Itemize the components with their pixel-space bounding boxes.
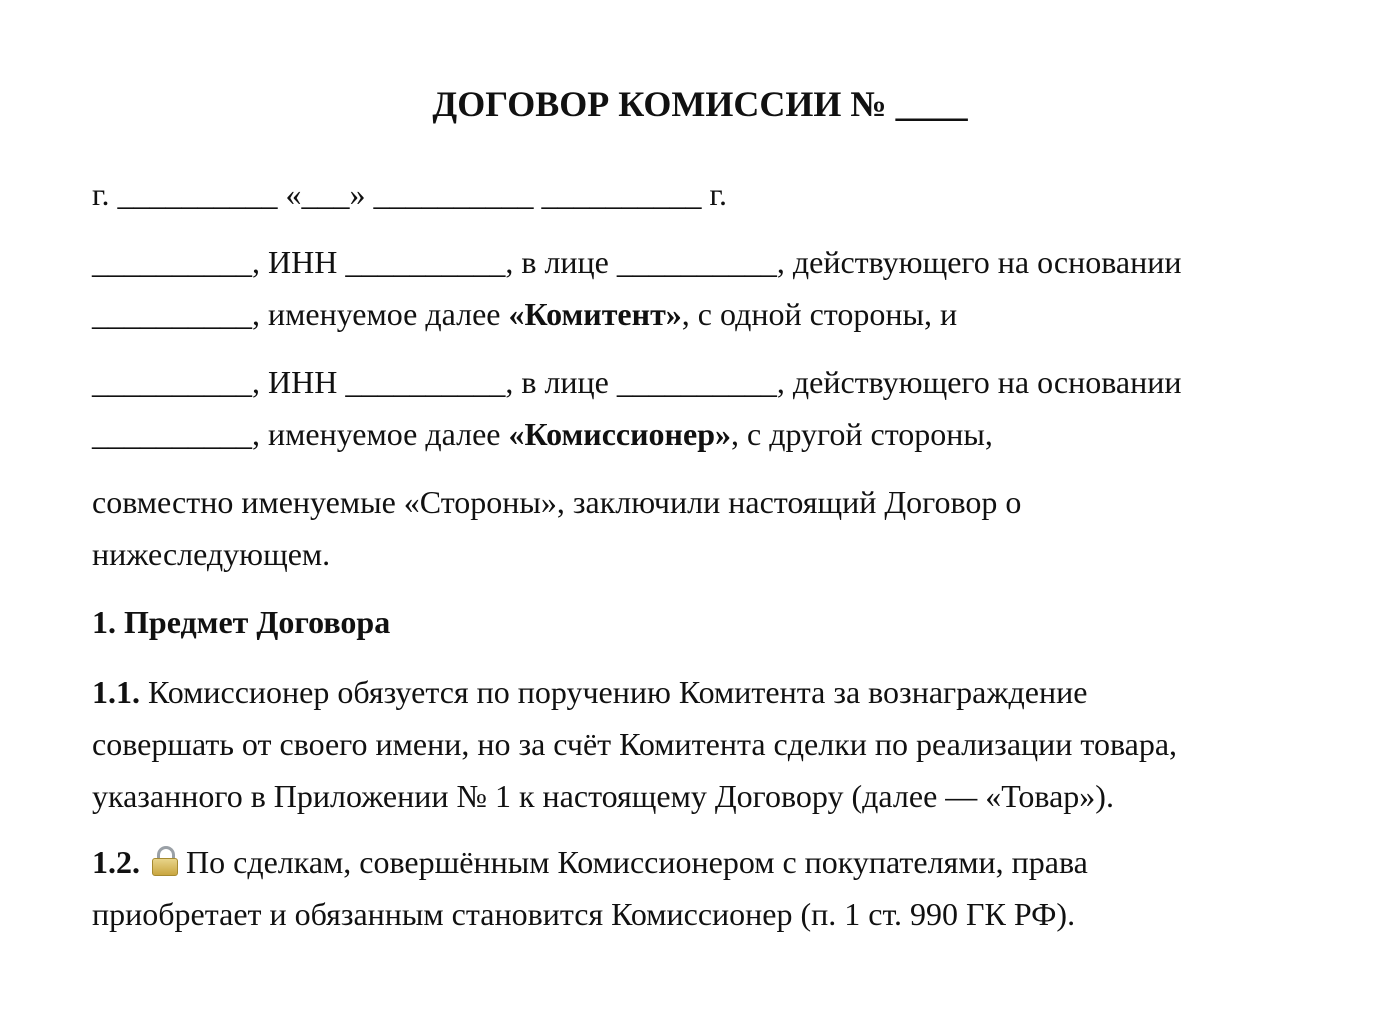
party-agent-post: , с другой стороны,	[730, 416, 993, 452]
party-agent-line1: __________, ИНН __________, в лице __________, действующего на основании	[92, 364, 1182, 400]
clause-1-1-line3: указанного в Приложении № 1 к настоящему Договору (далее — «Товар»).	[92, 778, 1114, 814]
agent-term: «Комиссионер»	[508, 416, 731, 452]
party-agent-line2	[92, 408, 1312, 460]
place-date-text: г. __________ «___» __________ __________ г.	[92, 176, 728, 212]
clause-1-1-text1: Комиссионер обязуется по поручению Комитента за вознаграждение	[140, 674, 1088, 710]
clause-1-1-number: 1.1.	[92, 674, 140, 710]
party-agent-pre: __________, именуемое далее	[92, 416, 509, 452]
section-heading	[92, 596, 1312, 648]
party-principal-line1: __________, ИНН __________, в лице __________, действующего на основании	[92, 244, 1182, 280]
preamble-line1: совместно именуемые «Стороны», заключили настоящий Договор о	[92, 484, 1022, 520]
clause-1-2-number: 1.2.	[92, 844, 140, 880]
clause-1-2-line1	[92, 836, 1312, 888]
party-principal-line2	[92, 288, 1312, 340]
party-principal-pre: __________, именуемое далее	[92, 296, 509, 332]
preamble-line2: нижеследующем.	[92, 536, 331, 572]
place-date-line	[92, 168, 1312, 220]
document-title: ДОГОВОР КОМИССИИ № ____	[432, 84, 968, 124]
party-principal	[92, 236, 1312, 340]
party-principal-post: , с одной стороны, и	[681, 296, 958, 332]
clause-1-2-text1: По сделкам, совершённым Комиссионером с покупателями, права	[186, 844, 1088, 880]
clause-1-2-line2: приобретает и обязанным становится Комиссионер (п. 1 ст. 990 ГК РФ).	[92, 896, 1076, 932]
clause-1-1	[92, 666, 1312, 822]
party-agent	[92, 356, 1312, 460]
preamble	[92, 476, 1312, 580]
clause-1-2	[92, 836, 1312, 940]
clause-1-1-line1	[92, 666, 1312, 718]
section-1-heading: 1. Предмет Договора	[92, 604, 391, 640]
lock-icon[interactable]	[152, 846, 178, 876]
clause-1-1-line2: совершать от своего имени, но за счёт Комитента сделки по реализации товара,	[92, 726, 1178, 762]
principal-term: «Комитент»	[508, 296, 682, 332]
